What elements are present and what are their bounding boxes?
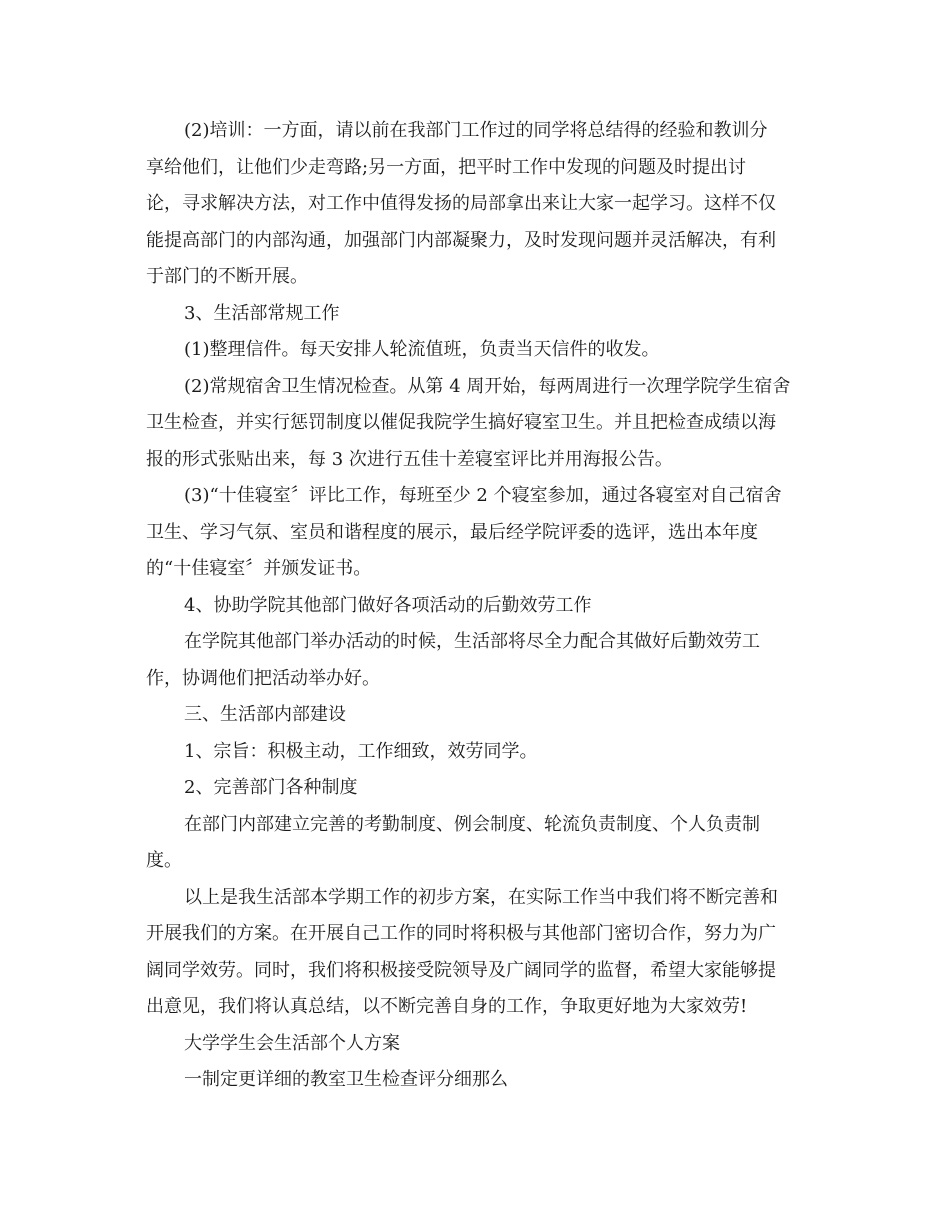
text-line: 度。: [146, 850, 182, 871]
text-line: 论，寻求解决方法，对工作中值得发扬的局部拿出来让大家一起学习。这样不仅: [146, 193, 776, 214]
text-line: (2)常规宿舍卫生情况检查。从第 4 周开始，每两周进行一次理学院学生宿舍: [184, 375, 791, 397]
text-line: 一制定更详细的教室卫生检查评分细那么: [184, 1069, 508, 1090]
section-heading: 4、协助学院其他部门做好各项活动的后勤效劳工作: [184, 594, 592, 616]
text-line: 出意见，我们将认真总结，以不断完善自身的工作，争取更好地为大家效劳!: [146, 996, 748, 1017]
section-heading: 三、生活部内部建设: [184, 704, 346, 725]
text-line: 作，协调他们把活动举办好。: [146, 667, 380, 689]
text-line: 在部门内部建立完善的考勤制度、例会制度、轮流负责制度、个人负责制: [184, 813, 760, 835]
text-line: 于部门的不断开展。: [146, 266, 308, 287]
text-line: (1)整理信件。每天安排人轮流值班，负责当天信件的收发。: [184, 339, 660, 360]
text-line: 享给他们，让他们少走弯路;另一方面，把平时工作中发现的问题及时提出讨: [146, 156, 747, 178]
text-line: (3)“十佳寝室〞评比工作，每班至少 2 个寝室参加，通过各寝室对自己宿舍: [184, 485, 782, 506]
section-heading: 3、生活部常规工作: [184, 302, 340, 324]
text-line: 阔同学效劳。同时，我们将积极接受院领导及广阔同学的监督，希望大家能够提: [146, 959, 776, 981]
text-line: 报的形式张贴出来，每 3 次进行五佳十差寝室评比并用海报公告。: [146, 448, 673, 470]
text-line: 1、宗旨：积极主动，工作细致，效劳同学。: [184, 740, 538, 762]
text-line: 卫生、学习气氛、室员和谐程度的展示，最后经学院评委的选评，选出本年度: [146, 521, 758, 543]
text-line: 的“十佳寝室〞并颁发证书。: [146, 558, 372, 579]
text-line: (2)培训：一方面，请以前在我部门工作过的同学将总结得的经验和教训分: [184, 120, 768, 141]
section-title: 大学学生会生活部个人方案: [184, 1032, 400, 1054]
document-body: [146, 113, 811, 1099]
text-line: 在学院其他部门举办活动的时候，生活部将尽全力配合其做好后勤效劳工: [184, 631, 760, 652]
text-line: 开展我们的方案。在开展自己工作的同时将积极与其他部门密切合作，努力为广: [146, 923, 776, 944]
document-page: [146, 113, 811, 1099]
text-line: 能提高部门的内部沟通，加强部门内部凝聚力，及时发现问题并灵活解决，有利: [146, 229, 776, 251]
text-line: 卫生检查，并实行惩罚制度以催促我院学生搞好寝室卫生。并且把检查成绩以海: [146, 412, 776, 433]
text-line: 以上是我生活部本学期工作的初步方案，在实际工作当中我们将不断完善和: [184, 886, 778, 908]
section-heading: 2、完善部门各种制度: [184, 777, 358, 798]
